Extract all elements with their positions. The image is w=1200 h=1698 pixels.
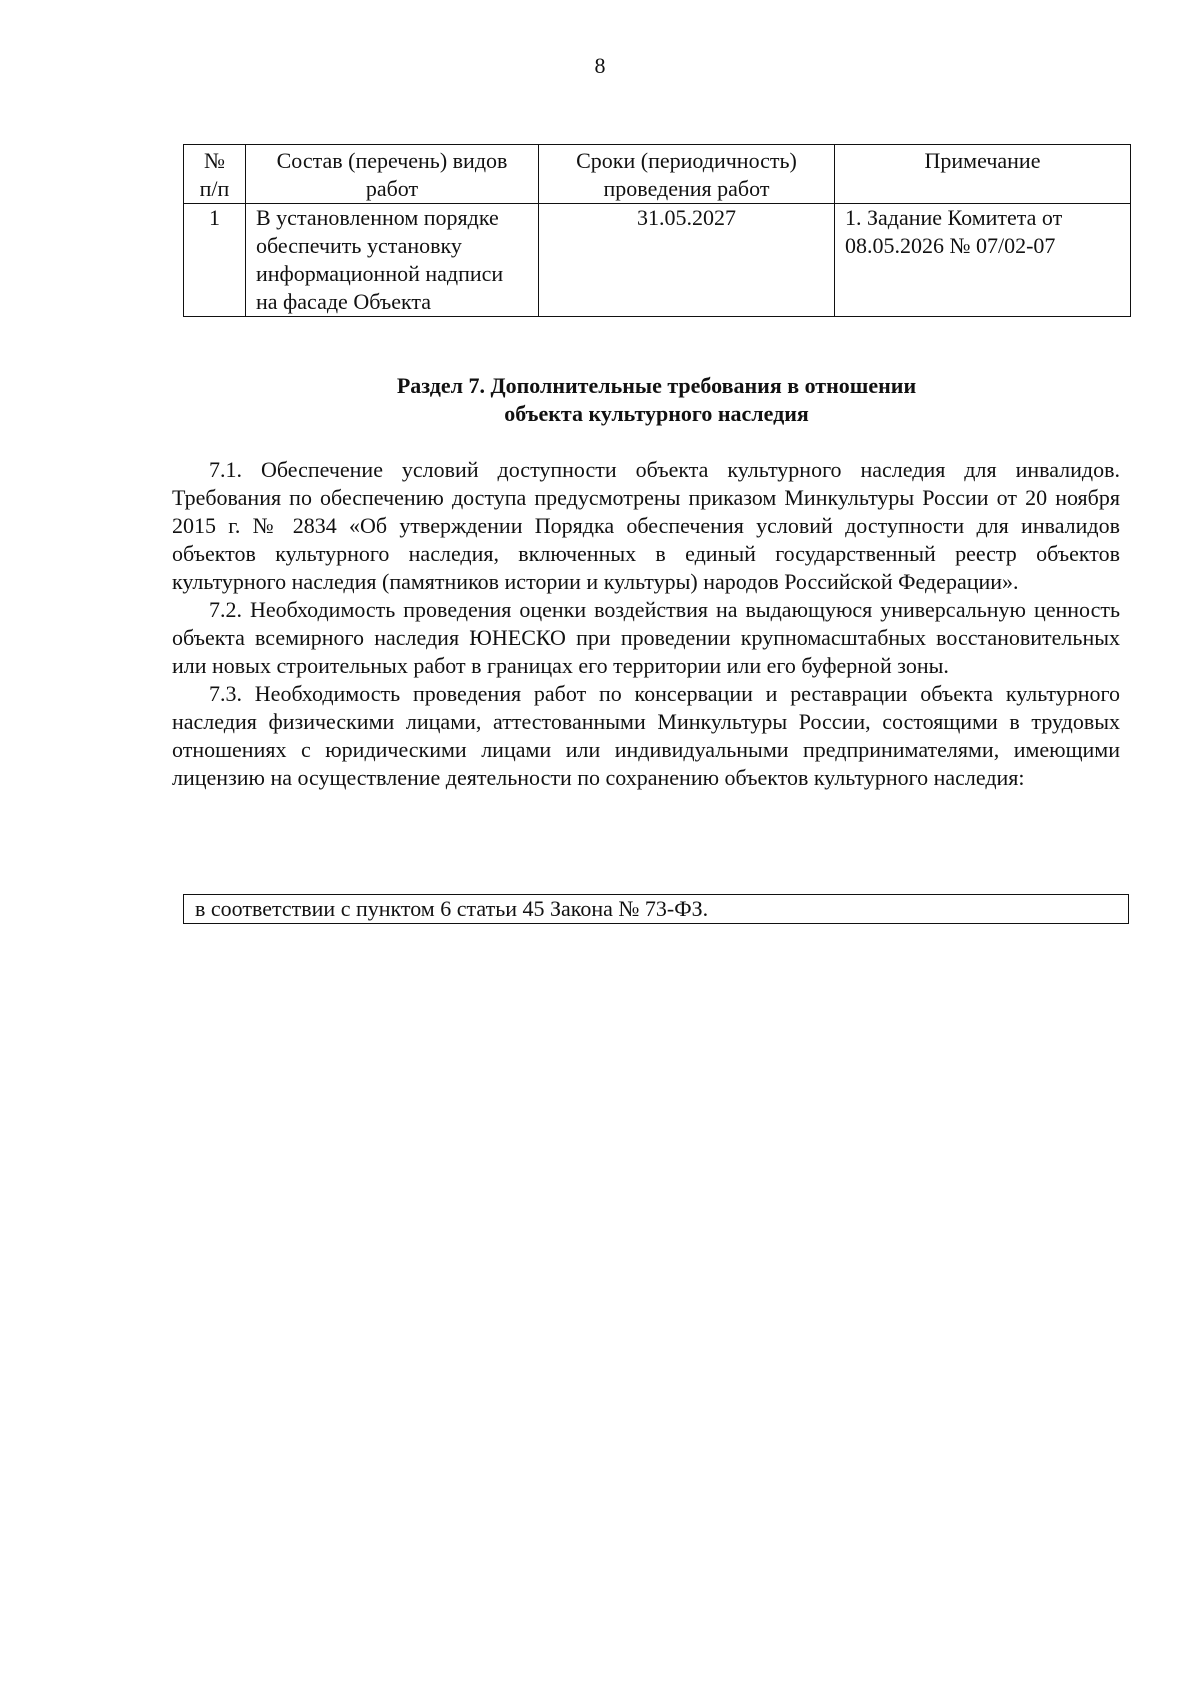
section-heading-line-1: Раздел 7. Дополнительные требования в отношении [396,373,917,398]
cell-composition: В установленном порядке обеспечить установку информационной надписи на фасаде Объекта [246,204,539,317]
works-table [183,144,1131,317]
section-body [172,456,1120,792]
paragraph-7-2: 7.2. Необходимость проведения оценки воздействия на выдающуюся универсальную ценность объекта всемирного наследия ЮНЕСКО при проведении крупномасштабных восстановительных или новых строительных работ в границах его территории или его буферной зоны. [172,597,1120,678]
cell-num: 1 [184,204,246,317]
paragraph-7-1: 7.1. Обеспечение условий доступности объекта культурного наследия для инвалидов. Требования по обеспечению доступа предусмотрены приказом Минкультуры России от 20 ноября 2015 г. № 2834 «Об утверждении Порядка обеспечения условий доступности для инвалидов объектов культурного наследия, включенных в единый государственный реестр объектов культурного наследия (памятников истории и культуры) народов Российской Федерации». [172,457,1120,594]
header-composition: Состав (перечень) видов работ [246,145,539,204]
header-note: Примечание [835,145,1131,204]
paragraph-7-3: 7.3. Необходимость проведения работ по консервации и реставрации объекта культурного наследия физическими лицами, аттестованными Минкультуры России, состоящими в трудовых отношениях с юридическими лицами или индивидуальными предпринимателями, имеющими лицензию на осуществление деятельности по сохранению объектов культурного наследия: [172,681,1120,790]
header-num: № п/п [184,145,246,204]
section-heading [183,372,1130,428]
header-term: Сроки (периодичность) проведения работ [539,145,835,204]
table-header-row [184,145,1131,204]
cell-note: 1. Задание Комитета от 08.05.2026 № 07/02-07 [835,204,1131,317]
cell-term: 31.05.2027 [539,204,835,317]
section-heading-line-2: объекта культурного наследия [504,401,809,426]
page-number: 8 [594,53,606,78]
table-row [184,204,1131,317]
boxed-note: в соответствии с пунктом 6 статьи 45 Закона № 73-ФЗ. [183,894,1129,924]
